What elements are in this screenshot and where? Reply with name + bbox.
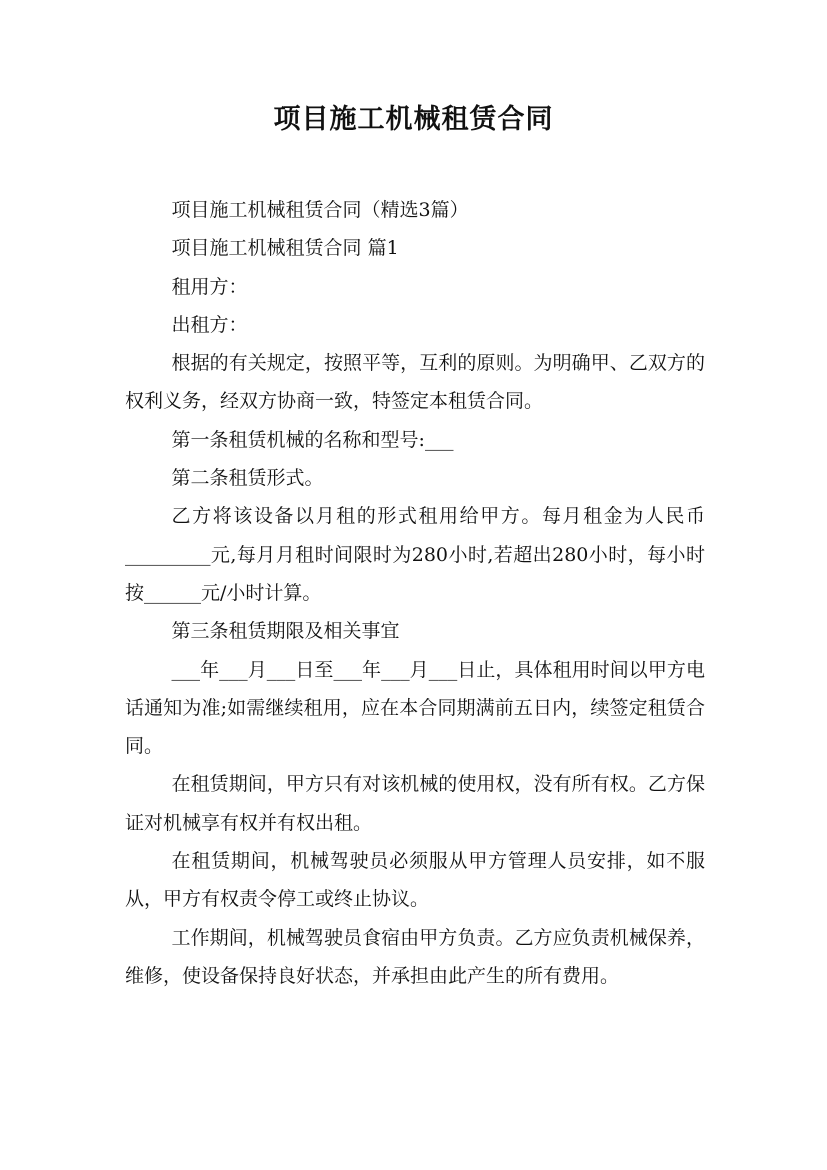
paragraph-preamble: 根据的有关规定，按照平等，互利的原则。为明确甲、乙双方的权利义务，经双方协商一致，特签定本租赁合同。 [125,352,705,413]
paragraph-rent-terms: 乙方将该设备以月租的形式租用给甲方。每月租金为人民币_________元,每月月租时间限时为280小时,若超出280小时，每小时按______元/小时计算。 [125,505,705,604]
paragraph-part-heading: 项目施工机械租赁合同 篇1 [171,237,399,260]
document-body [125,191,705,995]
paragraph-maintenance: 工作期间，机械驾驶员食宿由甲方负责。乙方应负责机械保养，维修，使设备保持良好状态，并承担由此产生的所有费用。 [125,926,705,987]
paragraph-lease-period: ___年___月___日至___年___月___日止，具体租用时间以甲方电话通知为准;如需继续租用，应在本合同期满前五日内，续签定租赁合同。 [125,658,705,758]
paragraph-subtitle: 项目施工机械租赁合同（精选3篇） [171,199,469,221]
document-title: 项目施工机械租赁合同 [273,104,554,135]
paragraph-article-1: 第一条租赁机械的名称和型号:___ [171,428,454,451]
paragraph-lessor: 出租方： [171,313,248,336]
paragraph-usage-right: 在租赁期间，甲方只有对该机械的使用权，没有所有权。乙方保证对机械享有权并有权出租。 [125,773,705,834]
paragraph-article-3: 第三条租赁期限及相关事宜 [171,620,400,643]
paragraph-driver-obedience: 在租赁期间，机械驾驶员必须服从甲方管理人员安排，如不服从，甲方有权责令停工或终止协议。 [125,850,705,911]
paragraph-article-2: 第二条租赁形式。 [171,467,324,490]
paragraph-lessee: 租用方： [171,275,248,298]
